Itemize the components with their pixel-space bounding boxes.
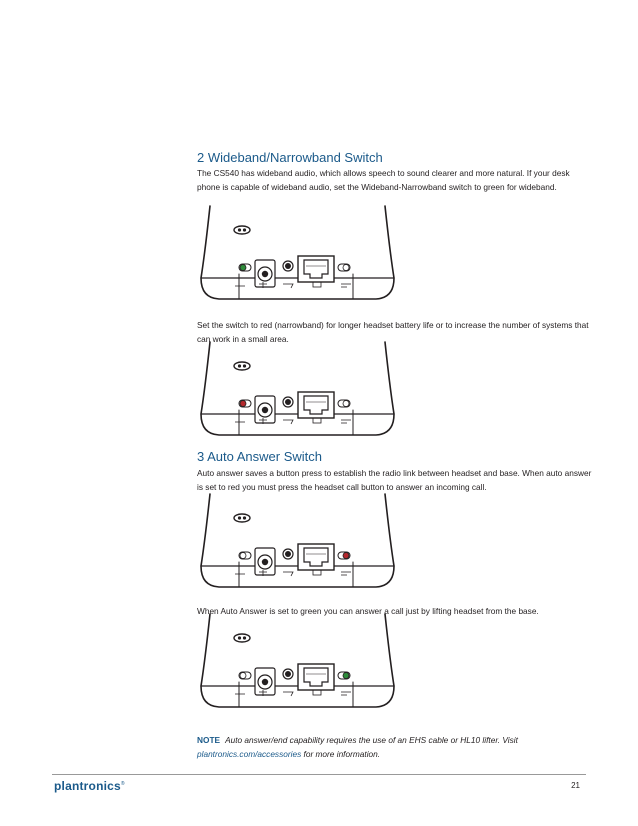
power-jack <box>255 396 275 423</box>
section-text-auto-answer: Auto answer saves a button press to establish the radio link between headset and base. When auto answer is set to red you must press the headset call button to answer an incoming call. <box>197 468 592 492</box>
port-label-icons <box>235 690 351 697</box>
page-number: 21 <box>571 781 580 790</box>
telephone-port <box>298 664 334 690</box>
port-label-icons <box>235 570 351 577</box>
base-illustration <box>195 612 400 712</box>
port-label-icons <box>235 282 351 289</box>
section-heading-wideband: 2 Wideband/Narrowband Switch <box>197 150 383 165</box>
telephone-port <box>298 544 334 570</box>
port-label-icons <box>235 418 351 425</box>
left-switch <box>239 400 251 407</box>
link-icon <box>234 362 250 370</box>
caption-auto-answer: When Auto Answer is set to green you can answer a call just by lifting headset from the base. <box>197 606 539 616</box>
headset-jack <box>283 261 293 271</box>
power-jack <box>255 260 275 287</box>
link-icon <box>234 634 250 642</box>
telephone-port <box>298 392 334 418</box>
left-switch <box>239 264 251 271</box>
right-switch <box>338 672 350 679</box>
logo-trademark: ® <box>120 781 125 787</box>
right-switch <box>338 552 350 559</box>
headset-jack <box>283 397 293 407</box>
power-jack <box>255 548 275 575</box>
link-icon <box>234 514 250 522</box>
section-heading-auto-answer: 3 Auto Answer Switch <box>197 449 323 464</box>
telephone-port <box>298 256 334 282</box>
headset-jack <box>283 549 293 559</box>
headset-jack <box>283 669 293 679</box>
section-text-wideband: The CS540 has wideband audio, which allows speech to sound clearer and more natural. If your desk phone is capable of wideband audio, set the Wideband-Narrowband switch to green for wideband. <box>197 168 570 192</box>
note-text-end: for more information. <box>303 749 381 759</box>
base-illustration <box>195 204 400 304</box>
left-switch <box>239 672 251 679</box>
note-label: NOTE <box>197 735 221 745</box>
plantronics-logo: plantronics® <box>54 779 125 793</box>
note <box>197 733 587 761</box>
left-switch <box>239 552 251 559</box>
right-switch <box>338 264 350 271</box>
right-switch <box>338 400 350 407</box>
note-text: Auto answer/end capability requires the use of an EHS cable or HL10 lifter. Visit <box>225 735 518 745</box>
base-illustration <box>195 340 400 440</box>
power-jack <box>255 668 275 695</box>
accessories-link[interactable]: plantronics.com/accessories <box>197 749 302 759</box>
caption-narrowband: Set the switch to red (narrowband) for longer headset battery life or to increase the number of systems that can work in a small area. <box>197 320 589 344</box>
base-illustration <box>195 492 400 592</box>
link-icon <box>234 226 250 234</box>
footer-rule <box>52 774 586 775</box>
